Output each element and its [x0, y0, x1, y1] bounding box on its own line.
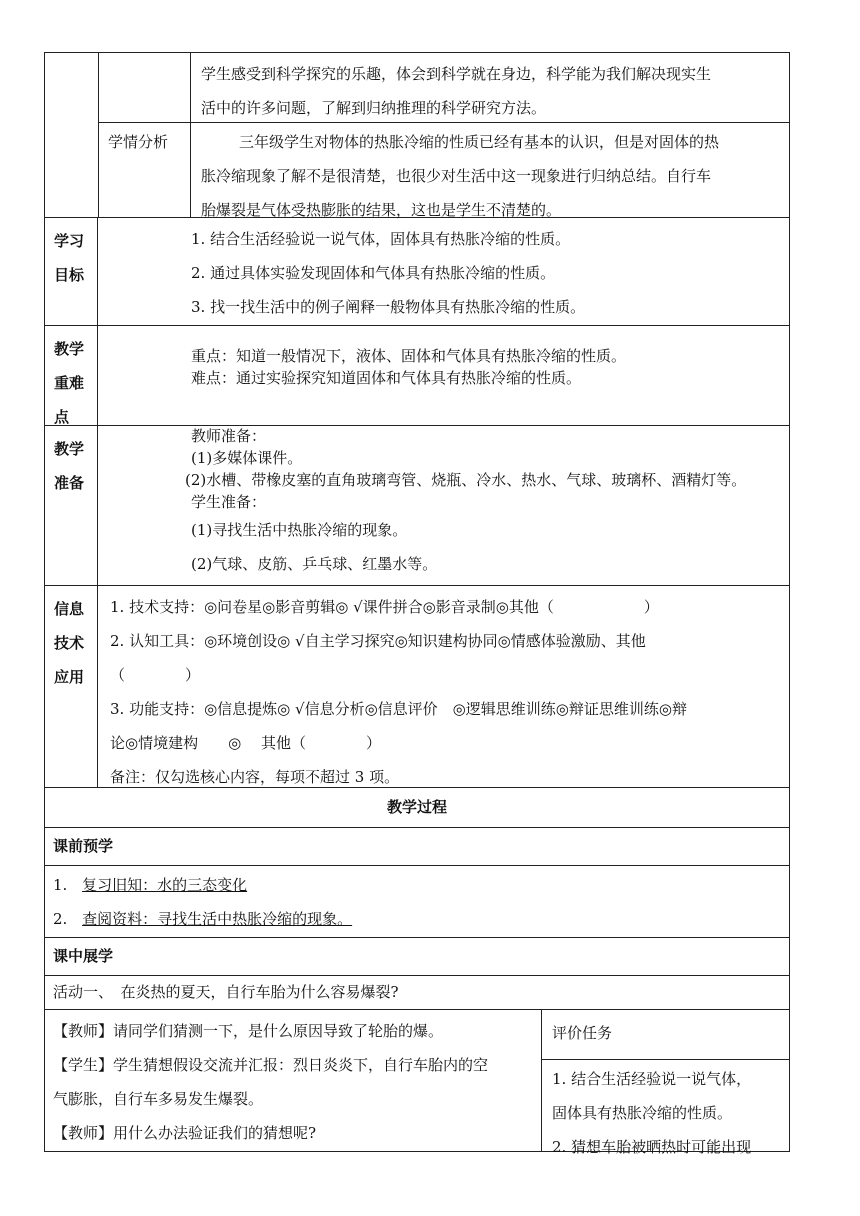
activity-row: [44, 976, 790, 1010]
learning-goal-item: 2. 通过具体实验发现固体和气体具有热胀冷缩的性质。: [191, 264, 556, 282]
in-class-title-row: [44, 938, 790, 976]
student-analysis-label: 学情分析: [98, 123, 191, 217]
teaching-dialog: [45, 1010, 542, 1151]
teacher-prep-title: 教师准备：: [191, 427, 267, 445]
sub-label-cell: [98, 53, 191, 123]
info-tech-label-3: 应用: [54, 668, 85, 686]
teaching-preparation-row: [44, 426, 790, 586]
teaching-preparation-label-2: 准备: [54, 474, 85, 492]
key-point: 重点：知道一般情况下，液体、固体和气体具有热胀冷缩的性质。: [191, 347, 627, 365]
info-tech-row: [44, 586, 790, 788]
pre-study-item: [53, 902, 789, 936]
key-points-label-2: 重难: [54, 374, 85, 392]
process-title: 教学过程: [386, 798, 447, 816]
student-prep-title: 学生准备：: [191, 493, 267, 511]
key-points-label-3: 点: [54, 408, 70, 426]
learning-goals-list: [98, 222, 789, 324]
key-points-text: [98, 345, 789, 389]
learning-goal-item: 1. 结合生活经验说一说气体，固体具有热胀冷缩的性质。: [191, 230, 571, 248]
teacher-prep-item: (1)多媒体课件。: [191, 449, 303, 467]
info-tech-label-2: 技术: [54, 634, 85, 652]
dialog-line: 【教师】请同学们猜测一下，是什么原因导致了轮胎的爆。: [53, 1022, 444, 1040]
info-tech-note: 备注：仅勾选核心内容，每项不超过 3 项。: [110, 768, 400, 786]
process-title-row: [44, 788, 790, 828]
key-points-row: [44, 326, 790, 426]
student-analysis-line-3: 胎爆裂是气体受热膨胀的结果，这也是学生不清楚的。: [201, 201, 562, 219]
pre-study-content-row: [44, 866, 790, 938]
evaluation-task-line: 1. 结合生活经验说一说气体，: [552, 1070, 752, 1088]
info-tech-label: [45, 586, 98, 787]
tech-support-line: 1. 技术支持：◎问卷星◎影音剪辑◎ √课件拼合◎影音录制◎其他（ ）: [110, 598, 659, 616]
pre-study-item-text: 复习旧知：水的三态变化: [82, 876, 248, 894]
teaching-preparation-text: [98, 425, 789, 581]
continuation-line-1: 学生感受到科学探究的乐趣，体会到科学就在身边，科学能为我们解决现实生: [201, 65, 712, 83]
evaluation-tasks: [542, 1060, 789, 1156]
dialog-line: 【学生】学生猜想假设交流并汇报：烈日炎炎下，自行车胎内的空: [53, 1056, 489, 1074]
cognitive-tools-other: （ ）: [110, 666, 201, 684]
learning-goal-item: 3. 找一找生活中的例子阐释一般物体具有热胀冷缩的性质。: [191, 298, 586, 316]
objectives-continuation-section: [44, 52, 790, 218]
info-tech-label-1: 信息: [54, 600, 85, 618]
pre-study-item-number: 2.: [53, 910, 68, 928]
learning-goals-label-2: 目标: [54, 266, 85, 284]
in-class-title: 课中展学: [53, 947, 114, 965]
pre-study-title-row: [44, 828, 790, 866]
dialog-line: 【教师】用什么办法验证我们的猜想呢?: [53, 1124, 317, 1142]
evaluation-task-line: 固体具有热胀冷缩的性质。: [552, 1104, 733, 1122]
teacher-prep-item: (2)水槽、带橡皮塞的直角玻璃弯管、烧瓶、冷水、热水、气球、玻璃杯、酒精灯等。: [185, 471, 747, 489]
activity-detail-row: [44, 1010, 790, 1156]
evaluation-title: 评价任务: [542, 1010, 789, 1060]
objectives-continuation-text: [191, 53, 789, 123]
student-prep-item: (2)气球、皮筋、乒乓球、红墨水等。: [191, 555, 438, 573]
info-tech-text: [98, 590, 789, 794]
learning-goals-label-1: 学习: [54, 232, 85, 250]
pre-study-title: 课前预学: [53, 837, 114, 855]
key-points-label-1: 教学: [54, 340, 85, 358]
teaching-preparation-label: [45, 426, 98, 585]
learning-goals-label: [45, 218, 98, 325]
lesson-plan-table: [44, 52, 790, 1156]
pre-study-item-number: 1.: [53, 876, 68, 894]
learning-goals-row: [44, 218, 790, 326]
activity-title: 活动一、 在炎热的夏天，自行车胎为什么容易爆裂?: [53, 983, 399, 1001]
student-analysis-line-1: 三年级学生对物体的热胀冷缩的性质已经有基本的认识，但是对固体的热: [239, 133, 720, 151]
pre-study-list: [45, 866, 789, 936]
function-support-line: 3. 功能支持：◎信息提炼◎ √信息分析◎信息评价 ◎逻辑思维训练◎辩证思维训练◎辩: [110, 700, 687, 718]
student-prep-item: (1)寻找生活中热胀冷缩的现象。: [191, 521, 408, 539]
dialog-line: 气膨胀，自行车多易发生爆裂。: [53, 1090, 264, 1108]
pre-study-item: [53, 868, 789, 902]
continuation-line-2: 活中的许多问题，了解到归纳推理的科学研究方法。: [201, 99, 547, 117]
student-analysis-text: [191, 123, 789, 217]
left-label-cell: [45, 53, 99, 217]
evaluation-task-line: 2. 猜想车胎被晒热时可能出现: [552, 1138, 752, 1156]
teaching-preparation-label-1: 教学: [54, 440, 85, 458]
student-analysis-line-2: 胀冷缩现象了解不是很清楚，也很少对生活中这一现象进行归纳总结。自行车: [201, 167, 712, 185]
pre-study-item-text: 查阅资料：寻找生活中热胀冷缩的现象。: [82, 910, 353, 928]
difficult-point: 难点：通过实验探究知道固体和气体具有热胀冷缩的性质。: [191, 369, 582, 387]
function-support-line-2: 论◎情境建构 ◎ 其他（ ）: [110, 734, 381, 752]
cognitive-tools-line: 2. 认知工具：◎环境创设◎ √自主学习探究◎知识建构协同◎情感体验激励、其他: [110, 632, 646, 650]
key-points-label: [45, 326, 98, 425]
